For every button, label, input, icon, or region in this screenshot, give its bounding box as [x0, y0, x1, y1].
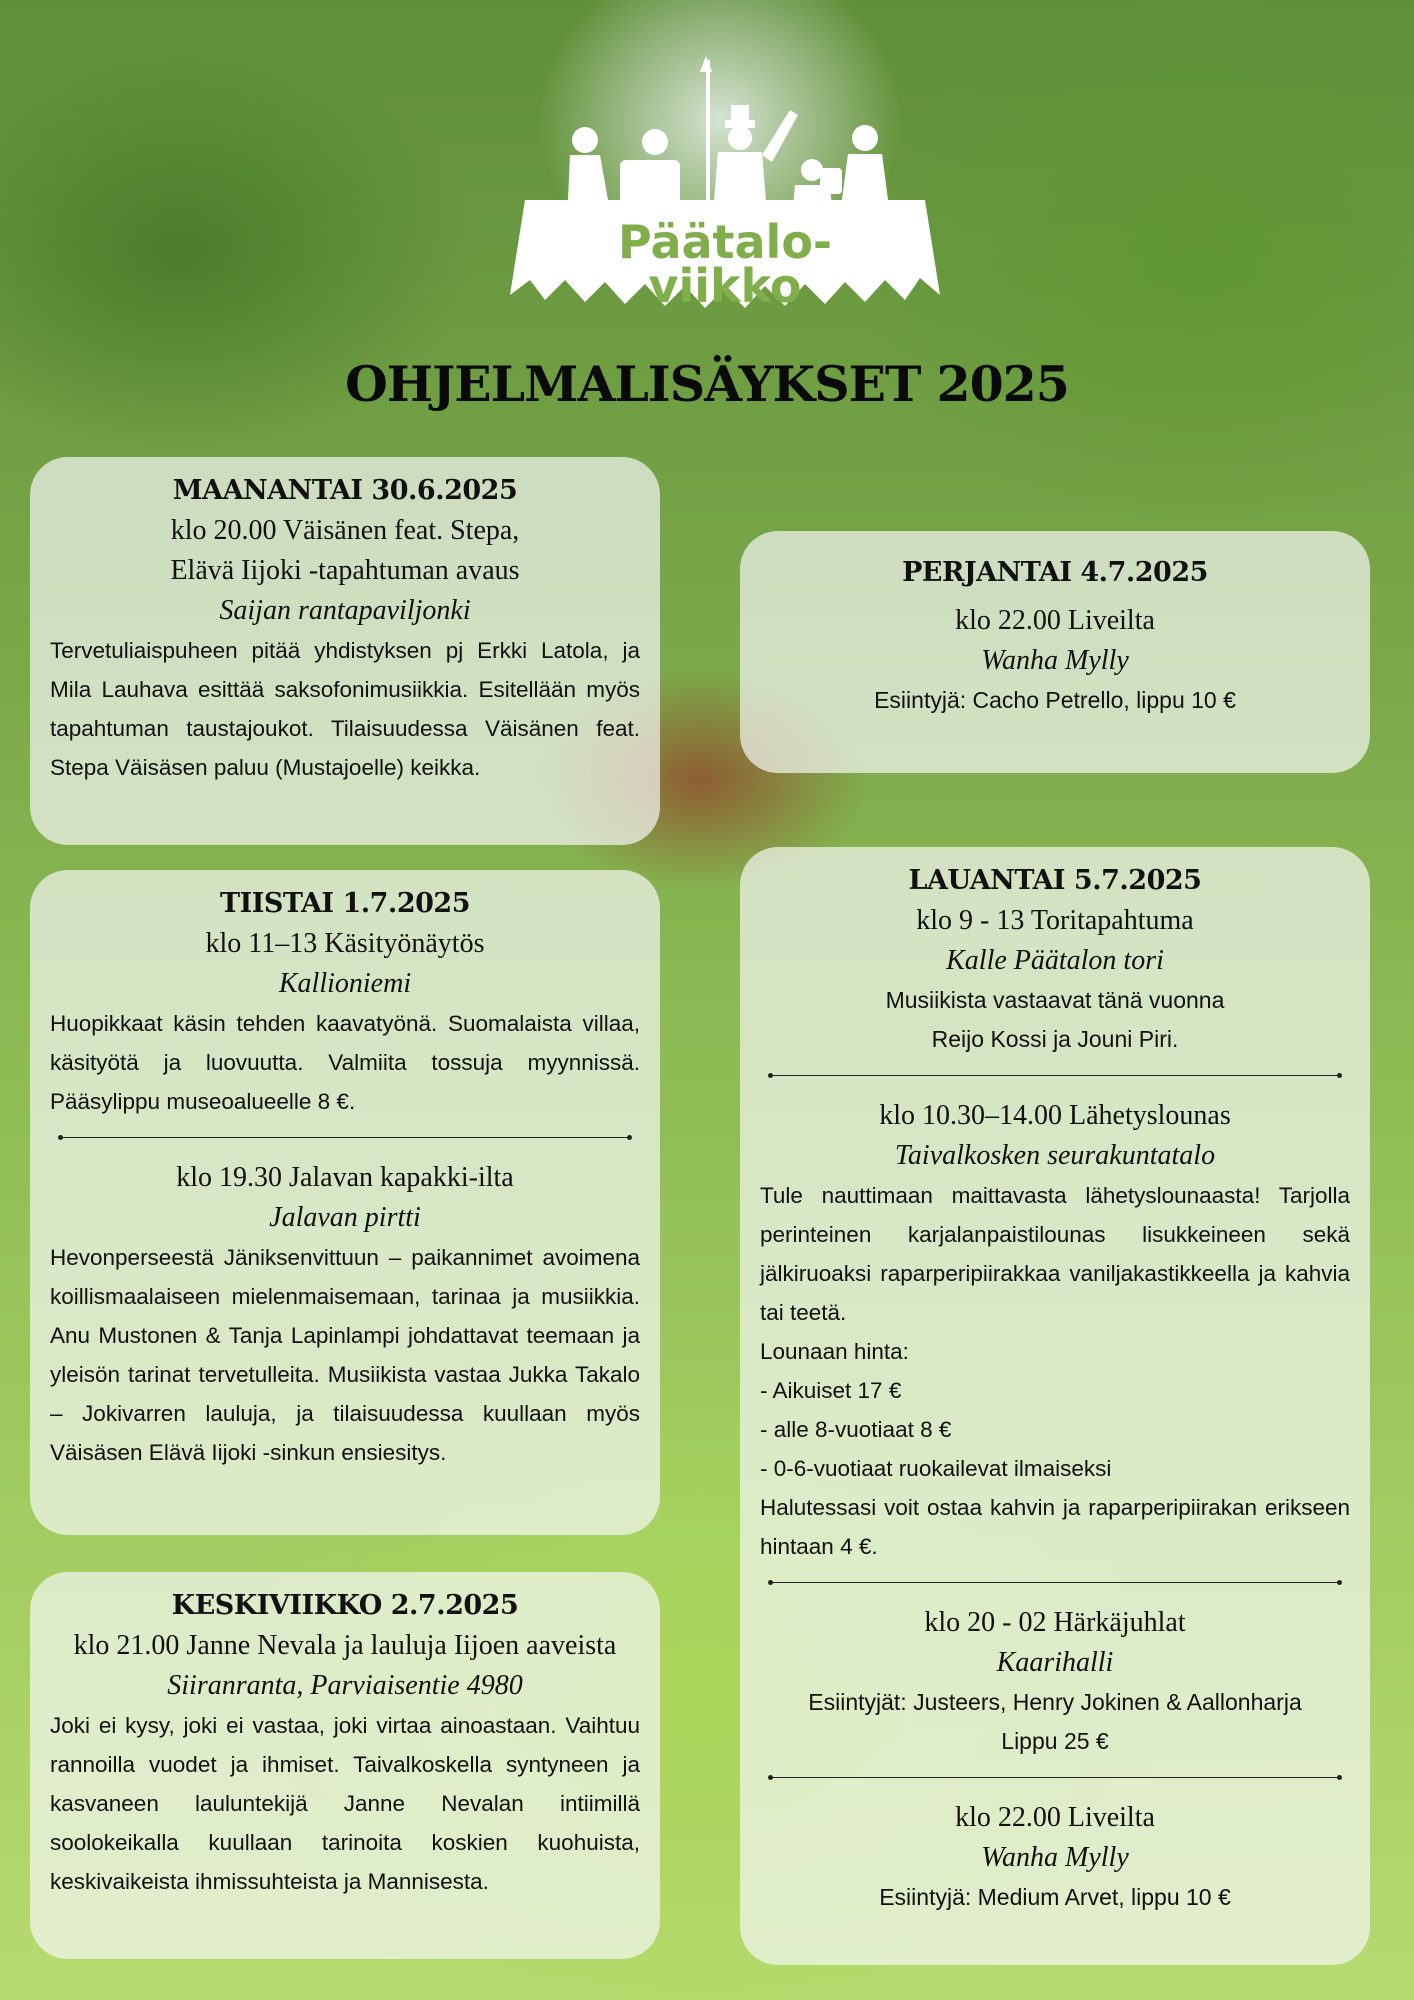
day-heading: PERJANTAI 4.7.2025	[902, 557, 1208, 588]
event-venue: Kaarihalli	[996, 1647, 1114, 1678]
event-venue: Kalle Päätalon tori	[946, 945, 1164, 976]
divider	[770, 1075, 1340, 1076]
paatalo-viikko-logo	[500, 50, 950, 350]
event-title: klo 22.00 Liveilta	[955, 1802, 1155, 1833]
event-description: Joki ei kysy, joki ei vastaa, joki virtaa ainoastaan. Vaihtuu rannoilla vuodet ja ihmiset. Taivalkoskella syntyneen ja kasvaneen lauluntekijä Janne Nevalan intiimillä soolokeikalla kuullaan tarinoita koskien kuohuista, keskivaikeista ihmissuhteista ja Mannisesta.	[50, 1713, 640, 1894]
event-info: Reijo Kossi ja Jouni Piri.	[931, 1026, 1179, 1052]
day-heading: TIISTAI 1.7.2025	[220, 888, 470, 919]
event-title: klo 21.00 Janne Nevala ja lauluja Iijoen aaveista	[73, 1630, 617, 1661]
event-info: Musiikista vastaavat tänä vuonna	[885, 987, 1225, 1013]
folk-figures-logo-graphic	[500, 50, 950, 350]
event-venue: Wanha Mylly	[981, 1842, 1129, 1873]
price-item: - Aikuiset 17 €	[760, 1378, 902, 1403]
event-description: Hevonperseestä Jäniksenvittuun – paikannimet avoimena koillismaalaiseen mielenmaisemaan, tarinaa ja musiikkia. Anu Mustonen & Tanja Lapinlampi johdattavat teemaan ja yleisön tarinat tervetulleita. Musiikista vastaa Jukka Takalo – Jokivarren lauluja, ja tilaisuudessa kuullaan myös Väisäsen Elävä Iijoki -sinkun ensiesitys.	[50, 1245, 640, 1465]
price-item: - 0-6-vuotiaat ruokailevat ilmaiseksi	[760, 1456, 1112, 1481]
day-heading: LAUANTAI 5.7.2025	[908, 865, 1202, 896]
event-venue: Kallioniemi	[278, 968, 412, 999]
event-description: Tervetuliaispuheen pitää yhdistyksen pj Erkki Latola, ja Mila Lauhava esittää saksofonimusiikkia. Esitellään myös tapahtuman taustajoukot. Tilaisuudessa Väisänen feat. Stepa Väisäsen paluu (Mustajoelle) keikka.	[50, 638, 640, 780]
event-info: Esiintyjä: Medium Arvet, lippu 10 €	[879, 1884, 1231, 1910]
day-heading: KESKIVIIKKO 2.7.2025	[171, 1590, 519, 1621]
event-venue: Saijan rantapaviljonki	[219, 595, 471, 626]
divider	[60, 1137, 630, 1138]
divider	[770, 1582, 1340, 1583]
event-info: Esiintyjä: Cacho Petrello, lippu 10 €	[874, 687, 1236, 713]
event-venue: Siiranranta, Parviaisentie 4980	[167, 1670, 523, 1701]
event-extra-info: Halutessasi voit ostaa kahvin ja raparperipiirakan erikseen hintaan 4 €.	[760, 1495, 1350, 1559]
divider	[770, 1777, 1340, 1778]
tuesday-card	[30, 870, 660, 1535]
event-venue: Jalavan pirtti	[269, 1202, 421, 1233]
wednesday-card	[30, 1572, 660, 1959]
event-title: klo 20.00 Väisänen feat. Stepa,	[170, 515, 520, 546]
event-title-continued: Elävä Iijoki -tapahtuman avaus	[170, 555, 520, 586]
event-title: klo 20 - 02 Härkäjuhlat	[924, 1607, 1186, 1638]
event-title: klo 9 - 13 Toritapahtuma	[916, 905, 1194, 936]
friday-card	[740, 531, 1370, 773]
logo-line2: viikko	[648, 259, 802, 313]
page-title: OHJELMALISÄYKSET 2025	[345, 355, 1069, 413]
event-title: klo 19.30 Jalavan kapakki-ilta	[176, 1162, 514, 1193]
monday-card	[30, 457, 660, 845]
event-info: Lippu 25 €	[1001, 1728, 1109, 1754]
day-heading: MAANANTAI 30.6.2025	[172, 475, 518, 506]
event-info: Esiintyjät: Justeers, Henry Jokinen & Aallonharja	[808, 1689, 1302, 1715]
price-item: - alle 8-vuotiaat 8 €	[760, 1417, 952, 1442]
event-title: klo 10.30–14.00 Lähetyslounas	[879, 1100, 1231, 1131]
event-venue: Wanha Mylly	[981, 645, 1129, 676]
event-title: klo 11–13 Käsityönäytös	[205, 928, 485, 959]
event-description: Tule nauttimaan maittavasta lähetyslounaasta! Tarjolla perinteinen karjalanpaistilounas lisukkeineen sekä jälkiruoaksi raparperipiirakkaa vaniljakastikkeella ja kahvia tai teetä.	[760, 1183, 1350, 1325]
event-venue: Taivalkosken seurakuntatalo	[894, 1140, 1216, 1171]
event-description: Huopikkaat käsin tehden kaavatyönä. Suomalaista villaa, käsityötä ja luovuutta. Valmiita tossuja myynnissä. Pääsylippu museoalueelle 8 €.	[50, 1011, 640, 1114]
logo-line1: Päätalo-	[617, 215, 833, 269]
event-title: klo 22.00 Liveilta	[955, 605, 1155, 636]
price-label: Lounaan hinta:	[760, 1339, 909, 1364]
saturday-card	[740, 847, 1370, 1965]
